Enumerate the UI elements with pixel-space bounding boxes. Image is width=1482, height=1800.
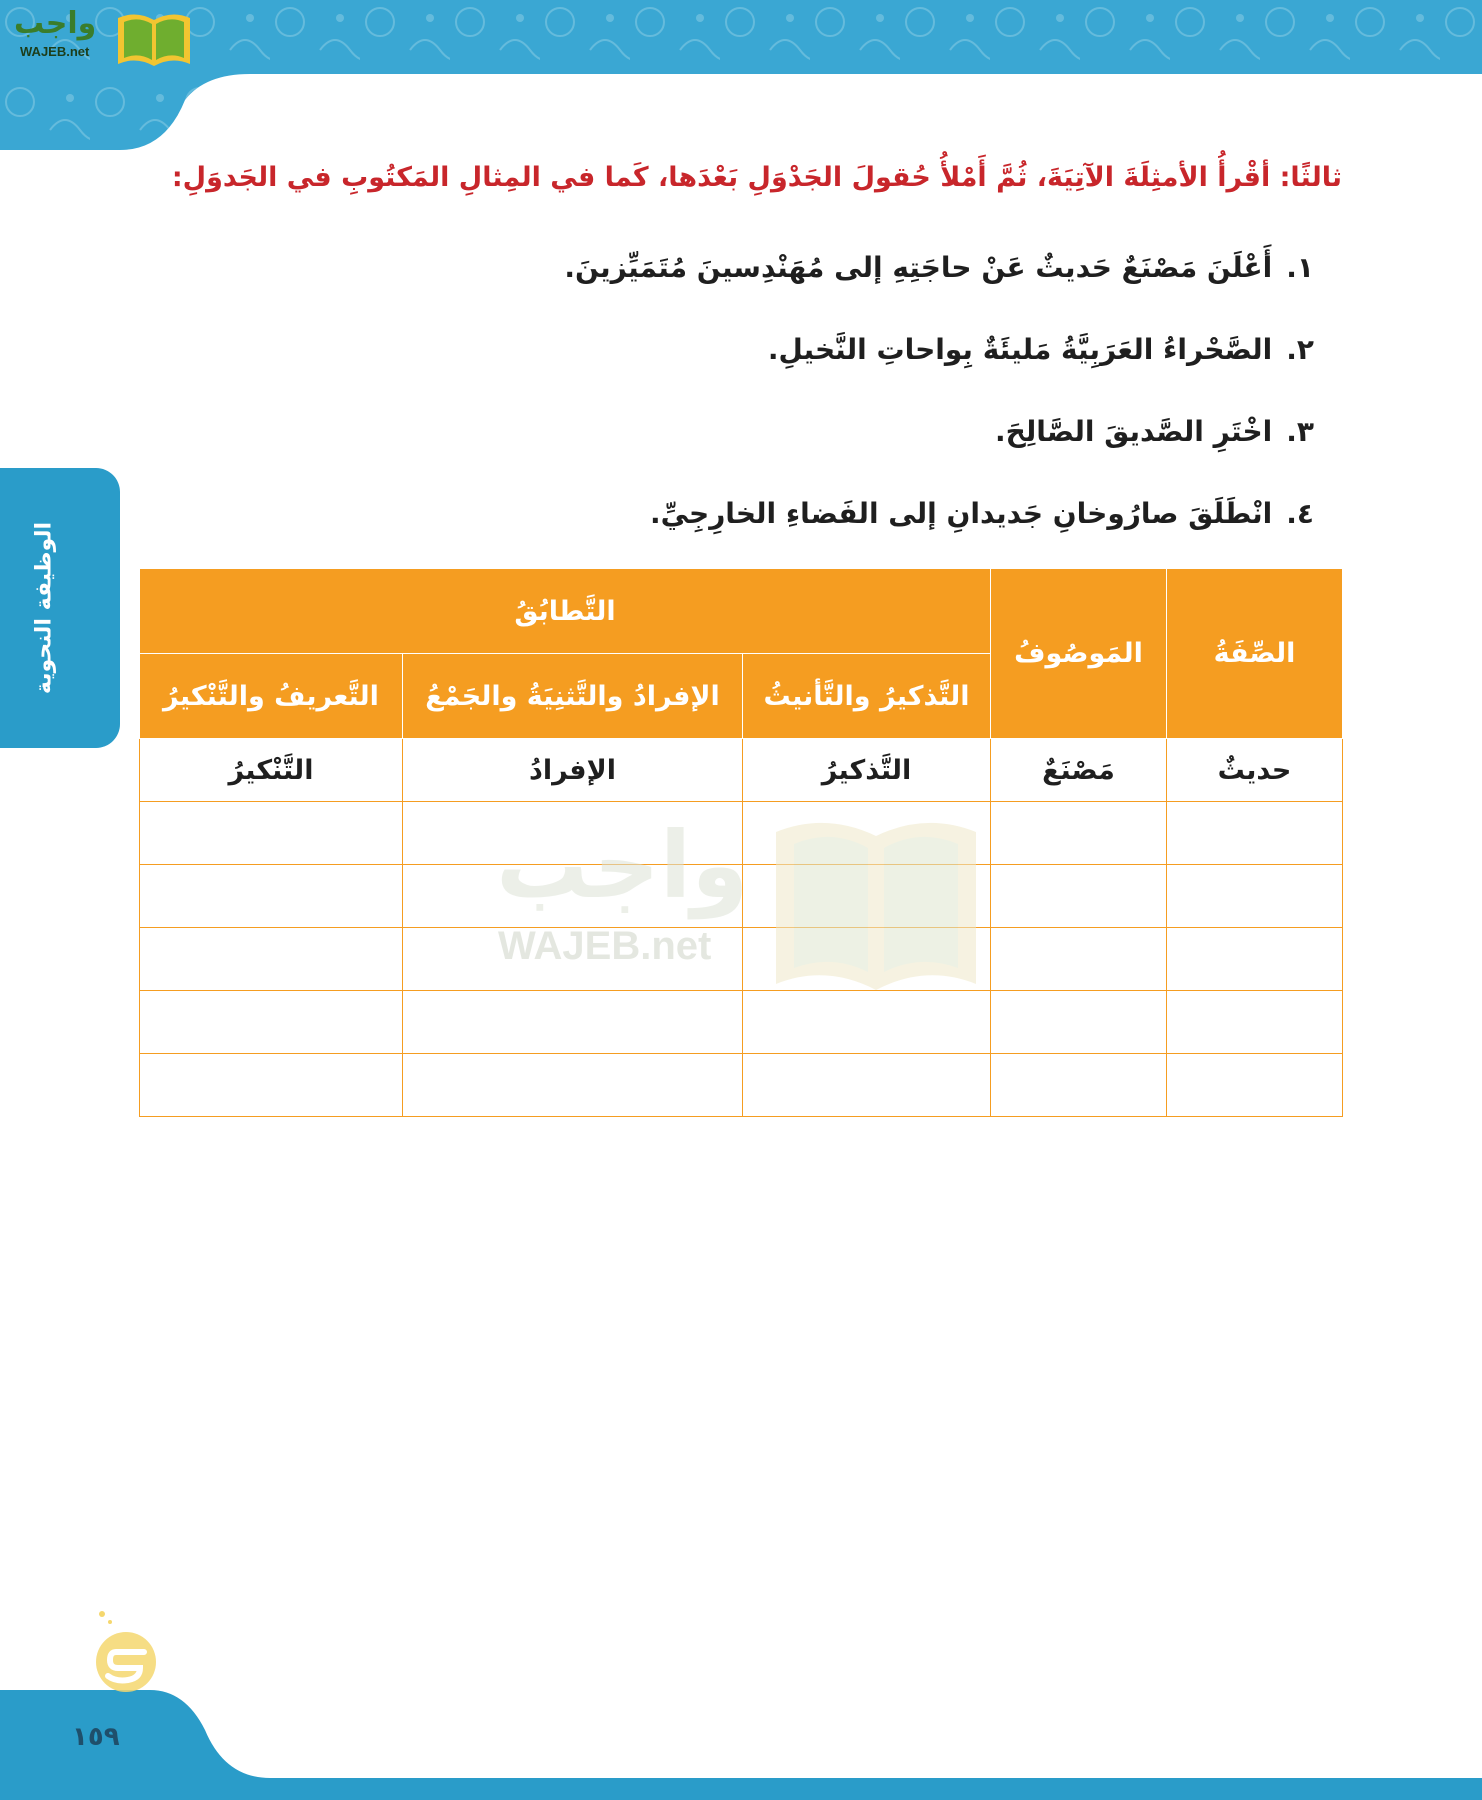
- cell-gender: التَّذكيرُ: [743, 739, 991, 802]
- logo-subtext: WAJEB.net: [20, 44, 90, 59]
- input-cell[interactable]: [991, 865, 1167, 928]
- table-row-example: [139, 739, 1342, 802]
- item-number: ٤.: [1286, 497, 1314, 530]
- table-row: [139, 928, 1342, 991]
- analysis-table: [139, 568, 1343, 1117]
- item-text: أَعْلَنَ مَصْنَعٌ حَديثٌ عَنْ حاجَتِهِ إلى مُهَنْدِسينَ مُتَمَيِّزينَ.: [564, 251, 1273, 284]
- list-item: [414, 484, 1314, 566]
- side-chapter-tab[interactable]: [0, 468, 120, 748]
- input-cell[interactable]: [743, 1054, 991, 1117]
- input-cell[interactable]: [139, 928, 402, 991]
- analysis-table-wrapper: [140, 568, 1343, 1117]
- input-cell[interactable]: [1167, 928, 1343, 991]
- input-cell[interactable]: [743, 928, 991, 991]
- input-cell[interactable]: [991, 991, 1167, 1054]
- cell-described: مَصْنَعٌ: [991, 739, 1167, 802]
- item-text: انْطَلَقَ صارُوخانِ جَديدانِ إلى الفَضاءِ الخارِجِيِّ.: [650, 497, 1273, 530]
- input-cell[interactable]: [991, 1054, 1167, 1117]
- input-cell[interactable]: [403, 1054, 743, 1117]
- input-cell[interactable]: [403, 928, 743, 991]
- input-cell[interactable]: [403, 991, 743, 1054]
- watermark-text: واجب: [496, 812, 749, 919]
- item-text: الصَّحْراءُ العَرَبِيَّةُ مَليئَةٌ بِواحاتِ النَّخيلِ.: [767, 333, 1273, 366]
- examples-list: [414, 238, 1314, 566]
- input-cell[interactable]: [139, 1054, 402, 1117]
- cell-definiteness: التَّنْكيرُ: [139, 739, 402, 802]
- header-gender: التَّذكيرُ والتَّأنيثُ: [743, 654, 991, 739]
- header-agreement: التَّطابُقُ: [139, 569, 990, 654]
- list-item: [414, 402, 1314, 484]
- header-number: الإفرادُ والتَّثنِيَةُ والجَمْعُ: [403, 654, 743, 739]
- list-item: [414, 238, 1314, 320]
- input-cell[interactable]: [1167, 991, 1343, 1054]
- watermark-subtext: WAJEB.net: [498, 924, 712, 968]
- cell-adjective: حديثٌ: [1167, 739, 1343, 802]
- list-item: [414, 320, 1314, 402]
- input-cell[interactable]: [1167, 865, 1343, 928]
- table-row: [139, 991, 1342, 1054]
- input-cell[interactable]: [743, 865, 991, 928]
- input-cell[interactable]: [991, 928, 1167, 991]
- wajeb-logo[interactable]: [8, 6, 188, 70]
- page-number: ١٥٩: [72, 1722, 120, 1752]
- input-cell[interactable]: [991, 802, 1167, 865]
- table-row: [139, 802, 1342, 865]
- book-icon: [114, 10, 194, 68]
- input-cell[interactable]: [139, 865, 402, 928]
- input-cell[interactable]: [139, 991, 402, 1054]
- header-definiteness: التَّعريفُ والتَّنْكيرُ: [139, 654, 402, 739]
- input-cell[interactable]: [403, 802, 743, 865]
- input-cell[interactable]: [1167, 802, 1343, 865]
- side-tab-label: الوظيفة النحوية: [31, 521, 57, 695]
- item-number: ٣.: [1286, 415, 1314, 448]
- input-cell[interactable]: [743, 991, 991, 1054]
- header-adjective: الصِّفَةُ: [1167, 569, 1343, 739]
- cell-number: الإفرادُ: [403, 739, 743, 802]
- item-text: اخْتَرِ الصَّديقَ الصَّالِحَ.: [994, 415, 1273, 448]
- header-band: [0, 0, 1482, 150]
- chapter-emblem-icon: [88, 1606, 164, 1694]
- input-cell[interactable]: [743, 802, 991, 865]
- exercise-instruction: ثالثًا: أقْرأُ الأمثِلَةَ الآتِيَةَ، ثُمَّ أَمْلأُ حُقولَ الجَدْوَلِ بَعْدَها، كَما في المِثالِ المَكتُوبِ في الجَدوَلِ:: [171, 162, 1342, 193]
- input-cell[interactable]: [403, 865, 743, 928]
- input-cell[interactable]: [1167, 1054, 1343, 1117]
- header-described: المَوصُوفُ: [991, 569, 1167, 739]
- logo-text: واجب: [14, 6, 97, 41]
- footer-band: [0, 1610, 1482, 1800]
- item-number: ٢.: [1286, 333, 1314, 366]
- table-row: [139, 1054, 1342, 1117]
- item-number: ١.: [1286, 251, 1314, 284]
- table-row: [139, 865, 1342, 928]
- input-cell[interactable]: [139, 802, 402, 865]
